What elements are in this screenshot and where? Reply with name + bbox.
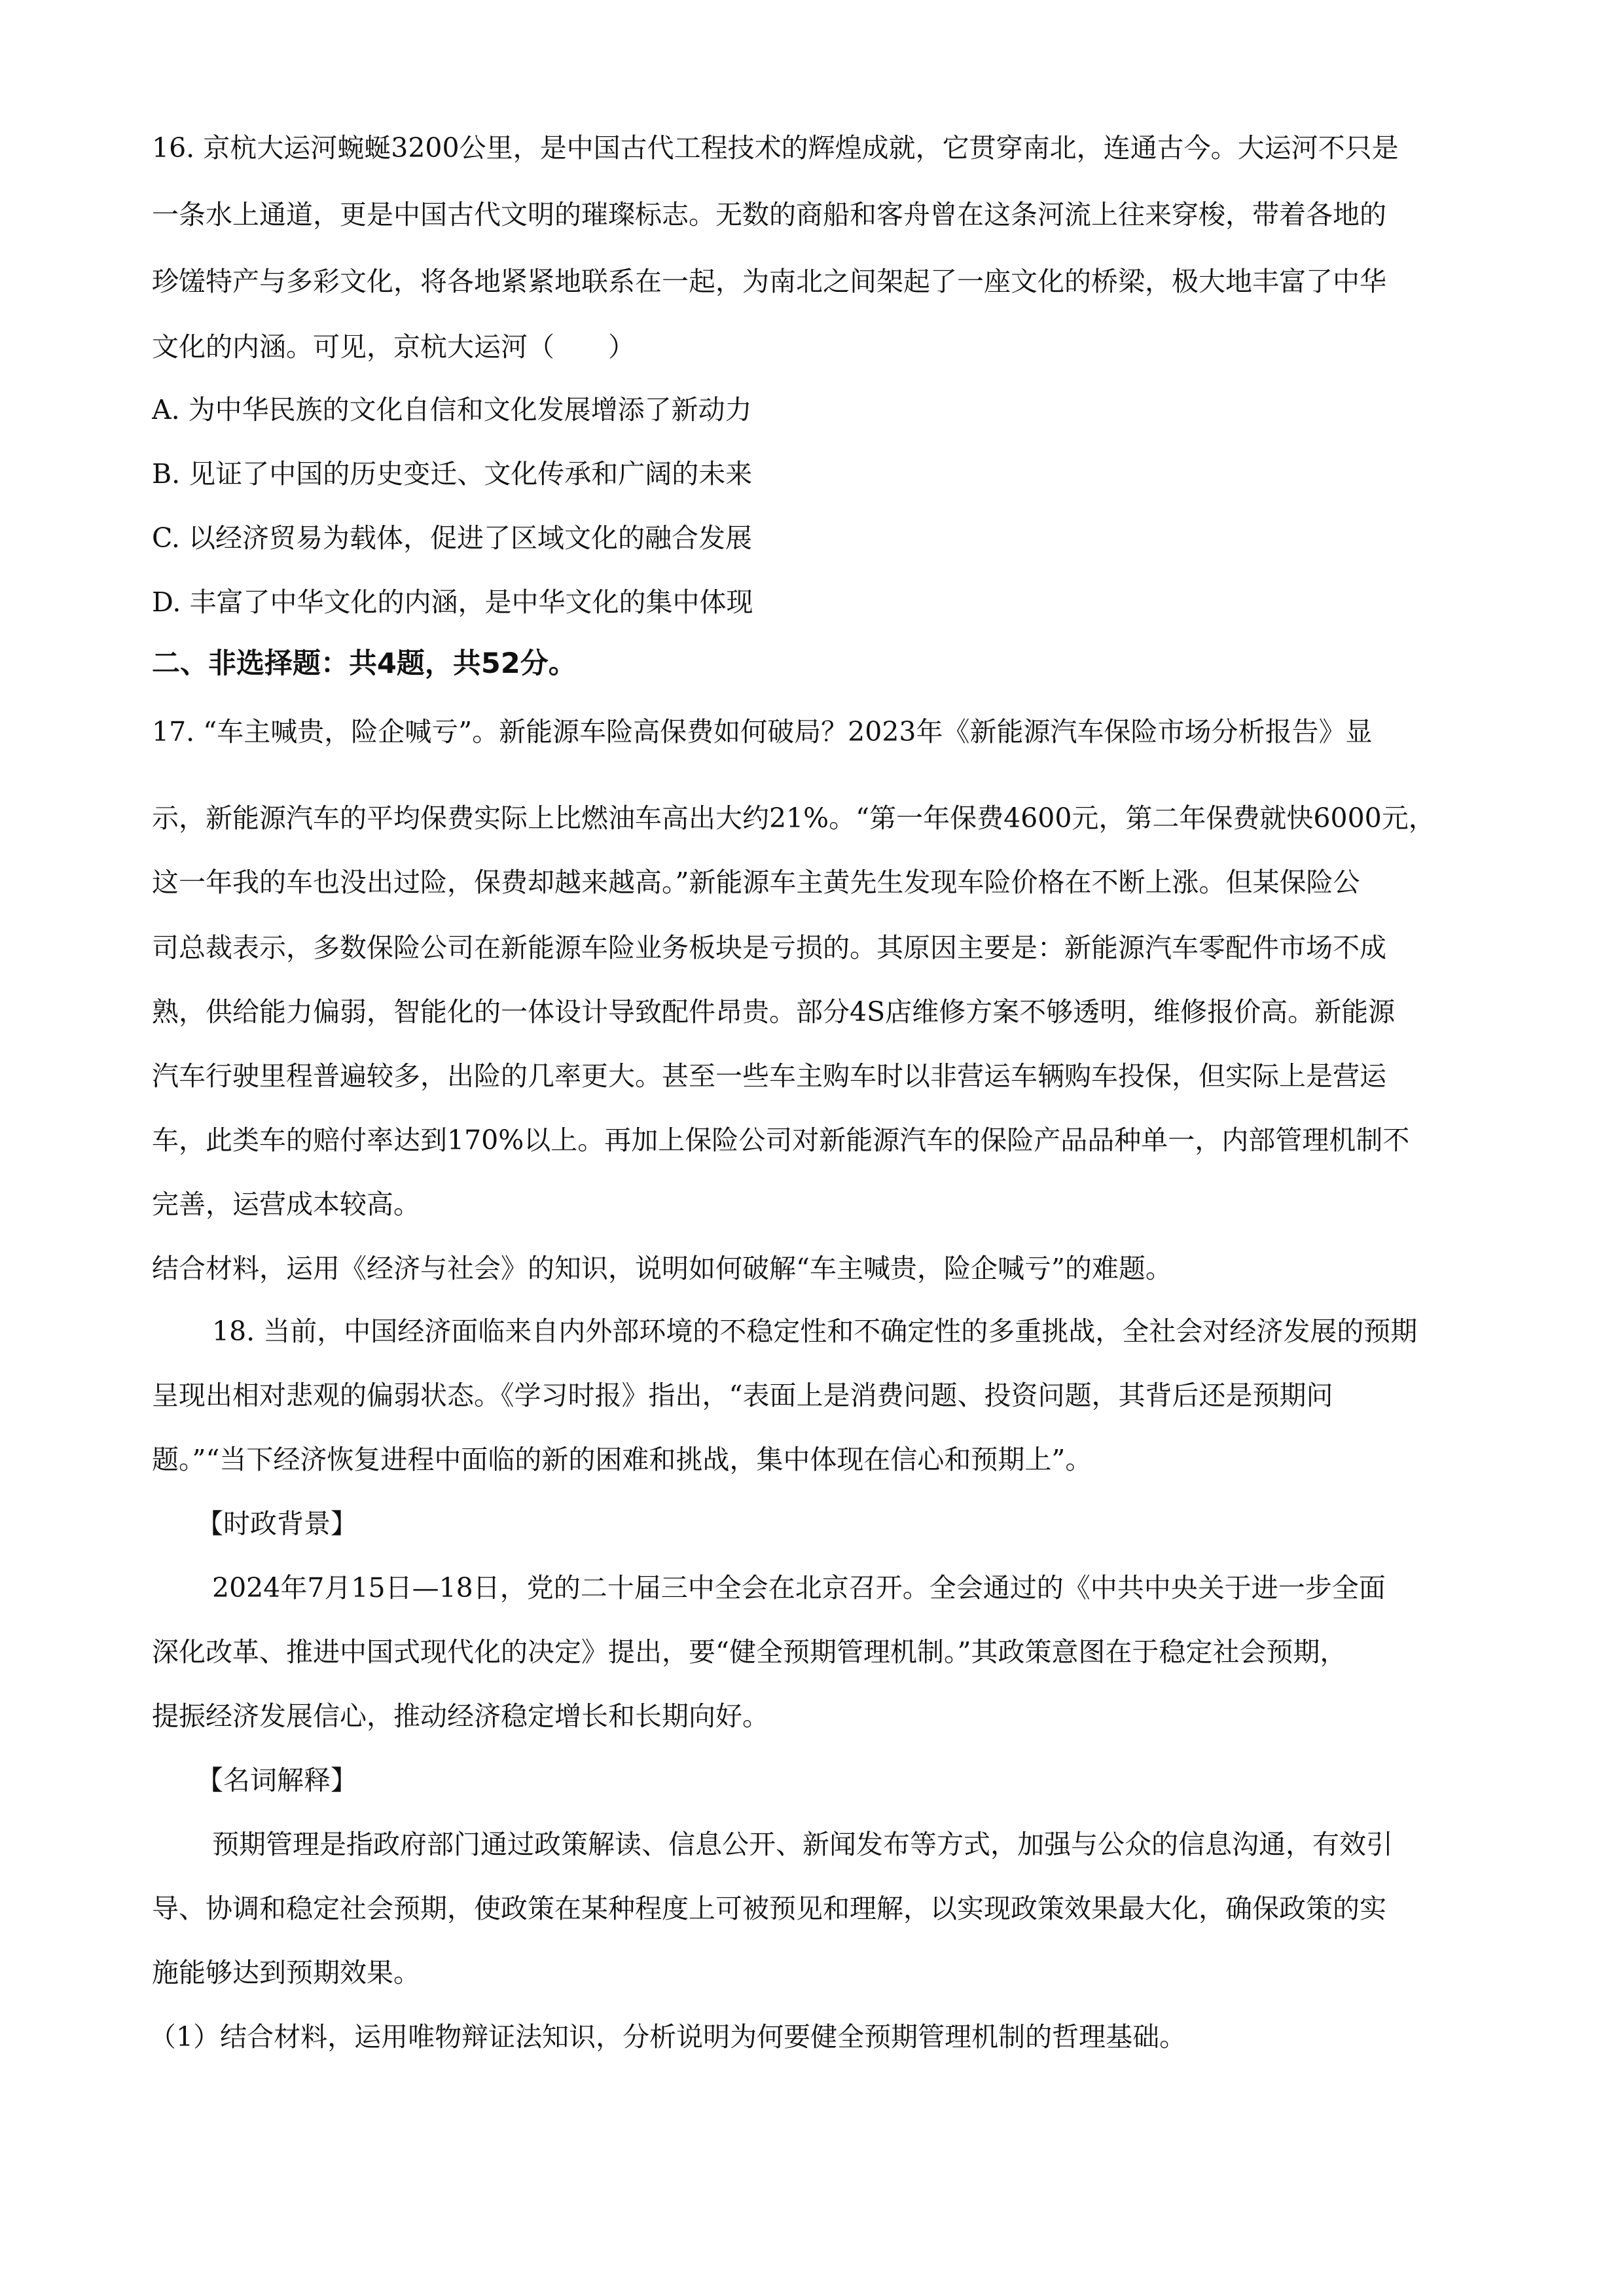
q18-term-line-2: 导、协调和稳定社会预期，使政策在某种程度上可被预见和理解，以实现政策效果最大化，确保政策的实 (152, 1893, 1386, 1924)
q17-line-4: 司总裁表示，多数保险公司在新能源车险业务板块是亏损的。其原因主要是：新能源汽车零配件市场不成 (152, 932, 1386, 963)
q16-option-d: D. 丰富了中华文化的内涵，是中华文化的集中体现 (152, 586, 753, 618)
q16-line-1: 16. 京杭大运河蜿蜒3200公里，是中国古代工程技术的辉煌成就，它贯穿南北，连通古今。大运河不只是 (152, 132, 1399, 164)
q18-intro-line-1: 18. 当前，中国经济面临来自内外部环境的不稳定性和不确定性的多重挑战，全社会对经济发展的预期 (212, 1316, 1418, 1347)
q16-option-a: A. 为中华民族的文化自信和文化发展增添了新动力 (152, 394, 752, 425)
q18-term-heading: 【名词解释】 (196, 1765, 357, 1796)
q18-term-line-3: 施能够达到预期效果。 (152, 1957, 420, 1988)
q17-line-1: 17. “车主喊贵，险企喊亏”。新能源车险高保费如何破局？2023年《新能源汽车保险市场分析报告》显 (152, 716, 1373, 747)
q16-option-b: B. 见证了中国的历史变迁、文化传承和广阔的未来 (152, 458, 753, 490)
q17-line-2: 示，新能源汽车的平均保费实际上比燃油车高出大约21%。“第一年保费4600元，第二年保费就快6000元， (152, 802, 1435, 834)
q17-question: 结合材料，运用《经济与社会》的知识，说明如何破解“车主喊贵，险企喊亏”的难题。 (152, 1253, 1172, 1284)
q18-background-line-2: 深化改革、推进中国式现代化的决定》提出，要“健全预期管理机制。”其政策意图在于稳定社会预期， (152, 1636, 1347, 1668)
q16-option-c: C. 以经济贸易为载体，促进了区域文化的融合发展 (152, 522, 752, 554)
q17-line-8: 完善，运营成本较高。 (152, 1189, 420, 1220)
q18-subquestion-1: （1）结合材料，运用唯物辩证法知识，分析说明为何要健全预期管理机制的哲理基础。 (149, 2021, 1187, 2053)
q18-background-heading: 【时政背景】 (196, 1508, 357, 1539)
q17-line-5: 熟，供给能力偏弱，智能化的一体设计导致配件昂贵。部分4S店维修方案不够透明，维修报价高。新能源 (152, 996, 1396, 1028)
q18-intro-line-2: 呈现出相对悲观的偏弱状态。《学习时报》指出，“表面上是消费问题、投资问题，其背后还是预期问 (152, 1380, 1333, 1411)
section-2-heading: 二、非选择题：共4题，共52分。 (152, 647, 577, 680)
q18-background-line-3: 提振经济发展信心，推动经济稳定增长和长期向好。 (152, 1700, 769, 1732)
q17-line-7: 车，此类车的赔付率达到170%以上。再加上保险公司对新能源汽车的保险产品品种单一，内部管理机制不 (152, 1124, 1410, 1156)
q18-term-line-1: 预期管理是指政府部门通过政策解读、信息公开、新闻发布等方式，加强与公众的信息沟通，有效引 (212, 1829, 1393, 1860)
q18-intro-line-3: 题。”“当下经济恢复进程中面临的新的困难和挑战，集中体现在信心和预期上”。 (152, 1444, 1092, 1475)
q16-line-2: 一条水上通道，更是中国古代文明的璀璨标志。无数的商船和客舟曾在这条河流上往来穿梭，带着各地的 (152, 199, 1386, 230)
q18-background-line-1: 2024年7月15日—18日，党的二十届三中全会在北京召开。全会通过的《中共中央关于进一步全面 (212, 1572, 1386, 1604)
q16-line-4: 文化的内涵。可见，京杭大运河（ ） (152, 331, 635, 363)
q17-line-6: 汽车行驶里程普遍较多，出险的几率更大。甚至一些车主购车时以非营运车辆购车投保，但实际上是营运 (152, 1060, 1386, 1092)
q17-line-3: 这一年我的车也没出过险，保费却越来越高。”新能源车主黄先生发现车险价格在不断上涨。但某保险公 (152, 867, 1360, 898)
q16-line-3: 珍馐特产与多彩文化，将各地紧紧地联系在一起，为南北之间架起了一座文化的桥梁，极大地丰富了中华 (152, 266, 1386, 297)
